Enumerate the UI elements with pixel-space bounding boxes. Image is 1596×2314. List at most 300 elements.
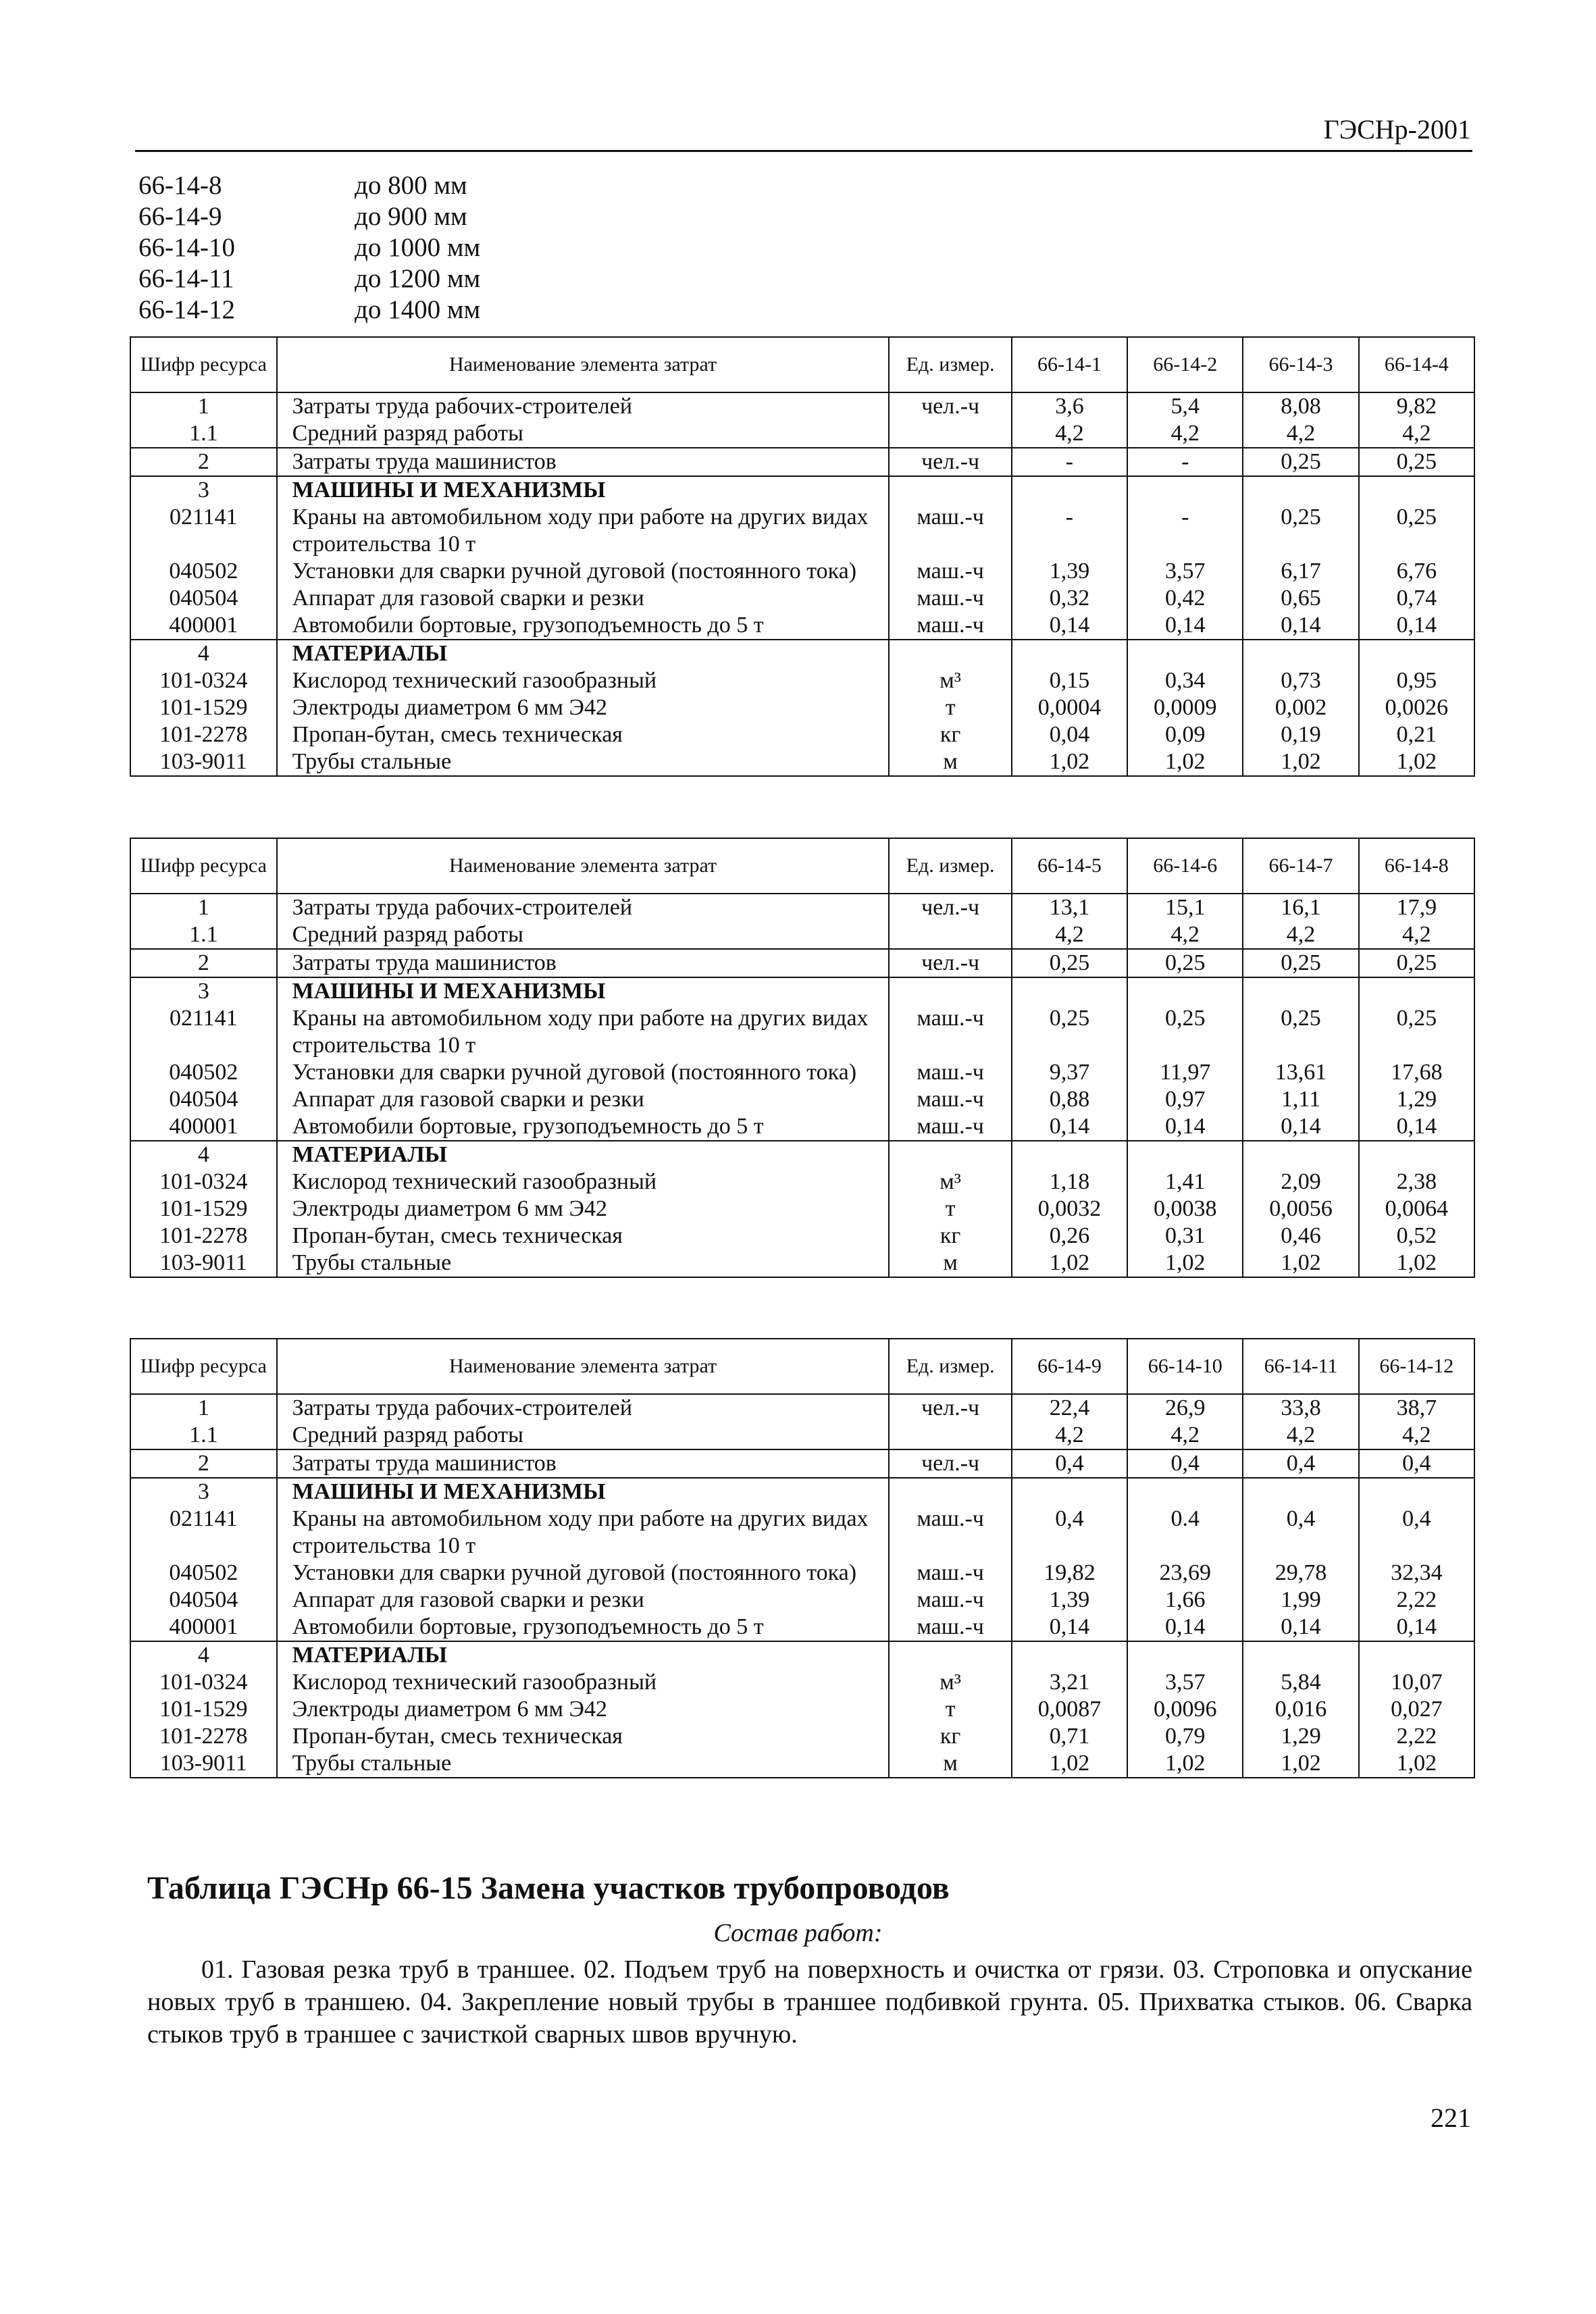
table-row xyxy=(130,1723,1474,1750)
unit-cell: маш.-ч xyxy=(889,1614,1011,1641)
code-list-item xyxy=(138,201,480,232)
value-cell: 4,2 xyxy=(1359,420,1474,448)
value-cell xyxy=(1012,1141,1127,1168)
value-cell xyxy=(1359,1141,1474,1168)
value-cell: 2,38 xyxy=(1359,1168,1474,1195)
resource-code-cell: 400001 xyxy=(130,1113,277,1141)
header-rule xyxy=(135,150,1472,152)
section-text: 01. Газовая резка труб в траншее. 02. Подъем труб на поверхность и очистка от грязи. 03. Строповка и опускание новых труб в траншею. 04. Закрепление новый трубы в траншее подбивкой грунта. 05. Прихватка стыков. 06. Сварка стыков труб в траншее с зачисткой сварных швов вручную. xyxy=(147,1955,1472,2049)
value-cell: 1,02 xyxy=(1243,1250,1358,1277)
resource-code-cell: 101-2278 xyxy=(130,721,277,748)
value-cell xyxy=(1012,1478,1127,1506)
table-row xyxy=(130,667,1474,694)
table-row xyxy=(130,721,1474,748)
value-cell: 0,25 xyxy=(1243,949,1358,977)
value-cell: 6,76 xyxy=(1359,558,1474,585)
value-cell: 0,46 xyxy=(1243,1223,1358,1250)
resource-code-cell: 101-0324 xyxy=(130,667,277,694)
table-row xyxy=(130,694,1474,721)
value-cell: 0,25 xyxy=(1127,1005,1243,1059)
value-cell: 2,22 xyxy=(1359,1723,1474,1750)
table-row xyxy=(130,1506,1474,1560)
value-cell: 0,0087 xyxy=(1012,1696,1127,1723)
resource-name-cell: Установки для сварки ручной дуговой (постоянного тока) xyxy=(277,558,890,585)
unit-cell: чел.-ч xyxy=(889,448,1011,476)
resource-name-cell: МАШИНЫ И МЕХАНИЗМЫ xyxy=(277,476,890,504)
table-row xyxy=(130,1641,1474,1669)
value-cell: 0,09 xyxy=(1127,721,1243,748)
resource-name-cell: Пропан-бутан, смесь техническая xyxy=(277,721,890,748)
header-column-cell: 66-14-3 xyxy=(1243,337,1358,392)
value-cell: 32,34 xyxy=(1359,1560,1474,1587)
resource-name-cell: Средний разряд работы xyxy=(277,921,890,949)
value-cell xyxy=(1012,640,1127,667)
resource-name-cell: Аппарат для газовой сварки и резки xyxy=(277,585,890,612)
table-row xyxy=(130,949,1474,977)
value-cell: 4,2 xyxy=(1012,921,1127,949)
unit-cell: м xyxy=(889,748,1011,776)
resource-name-cell: Краны на автомобильном ходу при работе на других видах строительства 10 т xyxy=(277,1005,890,1059)
unit-cell xyxy=(889,420,1011,448)
code-list-code: 66-14-12 xyxy=(138,295,235,324)
resource-code-cell: 1 xyxy=(130,392,277,420)
value-cell: 1,99 xyxy=(1243,1587,1358,1614)
value-cell: 0,4 xyxy=(1359,1449,1474,1478)
value-cell: 0,14 xyxy=(1243,1614,1358,1641)
value-cell: 13,1 xyxy=(1012,894,1127,921)
resource-name-cell: Электроды диаметром 6 мм Э42 xyxy=(277,1696,890,1723)
value-cell: 5,84 xyxy=(1243,1669,1358,1696)
table-row xyxy=(130,585,1474,612)
resource-name-cell: Краны на автомобильном ходу при работе на других видах строительства 10 т xyxy=(277,504,890,558)
value-cell xyxy=(1243,1141,1358,1168)
resource-name-cell: Автомобили бортовые, грузоподъемность до 5 т xyxy=(277,612,890,640)
table-row xyxy=(130,1696,1474,1723)
resource-name-cell: МАТЕРИАЛЫ xyxy=(277,1641,890,1669)
table-row xyxy=(130,1750,1474,1778)
unit-cell: чел.-ч xyxy=(889,392,1011,420)
unit-cell: чел.-ч xyxy=(889,949,1011,977)
value-cell: 29,78 xyxy=(1243,1560,1358,1587)
unit-cell xyxy=(889,921,1011,949)
code-list-item xyxy=(138,232,480,263)
resource-name-cell: Затраты труда рабочих-строителей xyxy=(277,1394,890,1422)
resource-code-cell: 040502 xyxy=(130,558,277,585)
value-cell: 38,7 xyxy=(1359,1394,1474,1422)
value-cell xyxy=(1243,1641,1358,1669)
unit-cell xyxy=(889,476,1011,504)
resource-name-cell: Трубы стальные xyxy=(277,1750,890,1778)
value-cell: 4,2 xyxy=(1012,420,1127,448)
value-cell: 0,4 xyxy=(1243,1506,1358,1560)
value-cell: 0,34 xyxy=(1127,667,1243,694)
unit-cell xyxy=(889,1641,1011,1669)
unit-cell: т xyxy=(889,1696,1011,1723)
value-cell: 0,95 xyxy=(1359,667,1474,694)
resource-code-cell: 1 xyxy=(130,1394,277,1422)
header-column-cell: 66-14-6 xyxy=(1127,838,1243,894)
header-name-cell: Наименование элемента затрат xyxy=(277,838,890,894)
resource-name-cell: Средний разряд работы xyxy=(277,1422,890,1449)
table-row xyxy=(130,558,1474,585)
resource-code-cell: 1.1 xyxy=(130,921,277,949)
value-cell: 0,14 xyxy=(1012,1614,1127,1641)
header-column-cell: 66-14-11 xyxy=(1243,1339,1358,1394)
resource-code-cell: 3 xyxy=(130,977,277,1005)
value-cell: 1,18 xyxy=(1012,1168,1127,1195)
code-list-size: до 1200 мм xyxy=(355,264,481,293)
value-cell: 0,4 xyxy=(1127,1449,1243,1478)
value-cell: 0,25 xyxy=(1359,949,1474,977)
value-cell: 3,57 xyxy=(1127,1669,1243,1696)
resource-name-cell: Кислород технический газообразный xyxy=(277,667,890,694)
value-cell xyxy=(1359,476,1474,504)
value-cell: 0,016 xyxy=(1243,1696,1358,1723)
resource-name-cell: Пропан-бутан, смесь техническая xyxy=(277,1223,890,1250)
header-unit-cell: Ед. измер. xyxy=(889,337,1011,392)
code-list-code: 66-14-9 xyxy=(138,202,222,231)
unit-cell: м³ xyxy=(889,1669,1011,1696)
value-cell: 0,26 xyxy=(1012,1223,1127,1250)
value-cell: 1,02 xyxy=(1359,1250,1474,1277)
resource-name-cell: Затраты труда рабочих-строителей xyxy=(277,392,890,420)
code-list-size: до 1000 мм xyxy=(355,233,481,262)
value-cell: 9,37 xyxy=(1012,1059,1127,1086)
value-cell: 0,74 xyxy=(1359,585,1474,612)
unit-cell xyxy=(889,1422,1011,1449)
resource-code-cell: 021141 xyxy=(130,1005,277,1059)
header-column-cell: 66-14-1 xyxy=(1012,337,1127,392)
value-cell xyxy=(1243,977,1358,1005)
value-cell: 5,4 xyxy=(1127,392,1243,420)
value-cell: 8,08 xyxy=(1243,392,1358,420)
header-unit-cell: Ед. измер. xyxy=(889,1339,1011,1394)
value-cell xyxy=(1012,476,1127,504)
value-cell: 0,97 xyxy=(1127,1086,1243,1113)
table-row xyxy=(130,1059,1474,1086)
resource-code-cell: 101-2278 xyxy=(130,1223,277,1250)
value-cell: 1,02 xyxy=(1243,1750,1358,1778)
value-cell: 4,2 xyxy=(1243,1422,1358,1449)
code-list-size: до 1400 мм xyxy=(355,295,481,324)
resource-name-cell: Электроды диаметром 6 мм Э42 xyxy=(277,1195,890,1223)
value-cell xyxy=(1359,640,1474,667)
unit-cell xyxy=(889,1141,1011,1168)
table-header-row xyxy=(130,1339,1474,1394)
table-row xyxy=(130,1669,1474,1696)
header-column-cell: 66-14-9 xyxy=(1012,1339,1127,1394)
value-cell: 0,14 xyxy=(1127,1113,1243,1141)
value-cell: 22,4 xyxy=(1012,1394,1127,1422)
table-row xyxy=(130,1113,1474,1141)
resource-code-cell: 040502 xyxy=(130,1560,277,1587)
resource-code-cell: 400001 xyxy=(130,1614,277,1641)
value-cell: 1,02 xyxy=(1359,748,1474,776)
table-row xyxy=(130,1086,1474,1113)
value-cell: 0,4 xyxy=(1012,1449,1127,1478)
code-list-code: 66-14-11 xyxy=(138,264,234,293)
value-cell: 0,42 xyxy=(1127,585,1243,612)
resource-code-cell: 021141 xyxy=(130,504,277,558)
value-cell: - xyxy=(1127,504,1243,558)
resource-name-cell: МАТЕРИАЛЫ xyxy=(277,640,890,667)
value-cell: 4,2 xyxy=(1359,1422,1474,1449)
unit-cell: маш.-ч xyxy=(889,1059,1011,1086)
value-cell: 0,25 xyxy=(1359,448,1474,476)
value-cell: 0,25 xyxy=(1243,1005,1358,1059)
code-list-item xyxy=(138,263,480,294)
value-cell: 0,25 xyxy=(1359,504,1474,558)
value-cell: 1,02 xyxy=(1127,1250,1243,1277)
table-row xyxy=(130,1422,1474,1449)
value-cell: 2,09 xyxy=(1243,1168,1358,1195)
value-cell xyxy=(1359,977,1474,1005)
resource-code-cell: 103-9011 xyxy=(130,1250,277,1277)
resource-name-cell: МАШИНЫ И МЕХАНИЗМЫ xyxy=(277,1478,890,1506)
resource-table-3 xyxy=(130,1338,1475,1778)
unit-cell xyxy=(889,977,1011,1005)
value-cell: 0,14 xyxy=(1243,1113,1358,1141)
value-cell: 1,66 xyxy=(1127,1587,1243,1614)
unit-cell: т xyxy=(889,1195,1011,1223)
resource-code-cell: 2 xyxy=(130,448,277,476)
resource-code-cell: 1.1 xyxy=(130,1422,277,1449)
value-cell: 4,2 xyxy=(1127,420,1243,448)
resource-code-cell: 040504 xyxy=(130,1086,277,1113)
value-cell: 4,2 xyxy=(1127,921,1243,949)
unit-cell: маш.-ч xyxy=(889,1560,1011,1587)
value-cell: 1,39 xyxy=(1012,1587,1127,1614)
resource-name-cell: Кислород технический газообразный xyxy=(277,1168,890,1195)
header-column-cell: 66-14-4 xyxy=(1359,337,1474,392)
table-row xyxy=(130,1478,1474,1506)
value-cell: 4,2 xyxy=(1243,420,1358,448)
unit-cell: м xyxy=(889,1750,1011,1778)
value-cell: 0,73 xyxy=(1243,667,1358,694)
document-code: ГЭСНр-2001 xyxy=(1323,114,1471,145)
value-cell: 0,002 xyxy=(1243,694,1358,721)
value-cell: 1,02 xyxy=(1012,1250,1127,1277)
unit-cell xyxy=(889,1478,1011,1506)
value-cell: 0,14 xyxy=(1012,1113,1127,1141)
value-cell: 0,0026 xyxy=(1359,694,1474,721)
resource-code-cell: 101-0324 xyxy=(130,1669,277,1696)
resource-name-cell: Автомобили бортовые, грузоподъемность до 5 т xyxy=(277,1113,890,1141)
value-cell xyxy=(1127,1478,1243,1506)
resource-code-cell: 4 xyxy=(130,640,277,667)
value-cell: 4,2 xyxy=(1127,1422,1243,1449)
unit-cell: маш.-ч xyxy=(889,558,1011,585)
value-cell xyxy=(1012,1641,1127,1669)
resource-code-cell: 3 xyxy=(130,1478,277,1506)
resource-name-cell: Автомобили бортовые, грузоподъемность до 5 т xyxy=(277,1614,890,1641)
table-header-row xyxy=(130,838,1474,894)
value-cell: 0,25 xyxy=(1243,504,1358,558)
value-cell: 1,41 xyxy=(1127,1168,1243,1195)
value-cell: 6,17 xyxy=(1243,558,1358,585)
value-cell: 1,02 xyxy=(1359,1750,1474,1778)
resource-name-cell: Затраты труда машинистов xyxy=(277,1449,890,1478)
value-cell: 19,82 xyxy=(1012,1560,1127,1587)
code-list-code: 66-14-8 xyxy=(138,171,222,200)
value-cell: 0,25 xyxy=(1012,949,1127,977)
resource-name-cell: Аппарат для газовой сварки и резки xyxy=(277,1086,890,1113)
header-column-cell: 66-14-8 xyxy=(1359,838,1474,894)
unit-cell: маш.-ч xyxy=(889,585,1011,612)
code-list-size: до 900 мм xyxy=(355,202,467,231)
value-cell: 1,02 xyxy=(1243,748,1358,776)
resource-code-cell: 101-1529 xyxy=(130,1195,277,1223)
value-cell: 1,02 xyxy=(1012,748,1127,776)
table-row xyxy=(130,1168,1474,1195)
value-cell: 0,027 xyxy=(1359,1696,1474,1723)
code-list-item xyxy=(138,170,480,201)
resource-name-cell: Аппарат для газовой сварки и резки xyxy=(277,1587,890,1614)
table-row xyxy=(130,1560,1474,1587)
value-cell: 0,0056 xyxy=(1243,1195,1358,1223)
header-name-cell: Наименование элемента затрат xyxy=(277,1339,890,1394)
table-row xyxy=(130,977,1474,1005)
table-row xyxy=(130,894,1474,921)
unit-cell: кг xyxy=(889,721,1011,748)
value-cell: - xyxy=(1012,448,1127,476)
value-cell: 23,69 xyxy=(1127,1560,1243,1587)
value-cell xyxy=(1243,476,1358,504)
value-cell: 1,02 xyxy=(1012,1750,1127,1778)
resource-code-cell: 2 xyxy=(130,949,277,977)
resource-code-cell: 2 xyxy=(130,1449,277,1478)
value-cell: 0,25 xyxy=(1127,949,1243,977)
value-cell: 11,97 xyxy=(1127,1059,1243,1086)
value-cell: 2,22 xyxy=(1359,1587,1474,1614)
resource-name-cell: МАШИНЫ И МЕХАНИЗМЫ xyxy=(277,977,890,1005)
value-cell: 0,04 xyxy=(1012,721,1127,748)
table-row xyxy=(130,1005,1474,1059)
value-cell: 0,14 xyxy=(1243,612,1358,640)
value-cell: 3,21 xyxy=(1012,1669,1127,1696)
unit-cell: м³ xyxy=(889,1168,1011,1195)
resource-code-cell: 101-1529 xyxy=(130,694,277,721)
unit-cell: маш.-ч xyxy=(889,1587,1011,1614)
unit-cell: маш.-ч xyxy=(889,1005,1011,1059)
value-cell: 26,9 xyxy=(1127,1394,1243,1422)
value-cell: 1,29 xyxy=(1359,1086,1474,1113)
unit-cell: т xyxy=(889,694,1011,721)
resource-name-cell: Затраты труда машинистов xyxy=(277,949,890,977)
resource-code-cell: 101-0324 xyxy=(130,1168,277,1195)
value-cell: 4,2 xyxy=(1243,921,1358,949)
value-cell: 0,14 xyxy=(1012,612,1127,640)
unit-cell: чел.-ч xyxy=(889,1394,1011,1422)
value-cell: 33,8 xyxy=(1243,1394,1358,1422)
unit-cell xyxy=(889,640,1011,667)
value-cell: 0,25 xyxy=(1243,448,1358,476)
value-cell xyxy=(1127,977,1243,1005)
header-column-cell: 66-14-7 xyxy=(1243,838,1358,894)
header-code-cell: Шифр ресурса xyxy=(130,1339,277,1394)
table-row xyxy=(130,1250,1474,1277)
value-cell: 0,4 xyxy=(1243,1449,1358,1478)
resource-code-cell: 021141 xyxy=(130,1506,277,1560)
value-cell: 16,1 xyxy=(1243,894,1358,921)
table-row xyxy=(130,640,1474,667)
value-cell xyxy=(1127,476,1243,504)
value-cell xyxy=(1359,1641,1474,1669)
resource-code-cell: 3 xyxy=(130,476,277,504)
value-cell: 0,52 xyxy=(1359,1223,1474,1250)
unit-cell: чел.-ч xyxy=(889,1449,1011,1478)
resource-table-1 xyxy=(130,336,1475,777)
header-code-cell: Шифр ресурса xyxy=(130,337,277,392)
table-row xyxy=(130,1195,1474,1223)
resource-code-cell: 1 xyxy=(130,894,277,921)
table-row xyxy=(130,612,1474,640)
resource-code-cell: 101-1529 xyxy=(130,1696,277,1723)
value-cell: 1,11 xyxy=(1243,1086,1358,1113)
table-row xyxy=(130,921,1474,949)
table-row xyxy=(130,1614,1474,1641)
code-list-code: 66-14-10 xyxy=(138,233,235,262)
resource-name-cell: Электроды диаметром 6 мм Э42 xyxy=(277,694,890,721)
value-cell xyxy=(1359,1478,1474,1506)
table-row xyxy=(130,1223,1474,1250)
resource-code-cell: 1.1 xyxy=(130,420,277,448)
value-cell: 0,14 xyxy=(1359,612,1474,640)
header-code-cell: Шифр ресурса xyxy=(130,838,277,894)
value-cell: 0,65 xyxy=(1243,585,1358,612)
unit-cell: чел.-ч xyxy=(889,894,1011,921)
resource-name-cell: Краны на автомобильном ходу при работе на других видах строительства 10 т xyxy=(277,1506,890,1560)
unit-cell: маш.-ч xyxy=(889,1086,1011,1113)
value-cell: 0,0038 xyxy=(1127,1195,1243,1223)
table-row xyxy=(130,1587,1474,1614)
section-subtitle: Состав работ: xyxy=(713,1919,883,1947)
header-name-cell: Наименование элемента затрат xyxy=(277,337,890,392)
header-column-cell: 66-14-5 xyxy=(1012,838,1127,894)
resource-code-cell: 040502 xyxy=(130,1059,277,1086)
value-cell: 1,29 xyxy=(1243,1723,1358,1750)
value-cell: 0,4 xyxy=(1359,1506,1474,1560)
value-cell: 3,57 xyxy=(1127,558,1243,585)
table-row xyxy=(130,448,1474,476)
value-cell: 0,14 xyxy=(1359,1614,1474,1641)
value-cell: 4,2 xyxy=(1012,1422,1127,1449)
value-cell: 0,88 xyxy=(1012,1086,1127,1113)
code-list-size: до 800 мм xyxy=(355,171,467,200)
value-cell xyxy=(1243,640,1358,667)
unit-cell: маш.-ч xyxy=(889,612,1011,640)
value-cell: 1,02 xyxy=(1127,748,1243,776)
table-row xyxy=(130,748,1474,776)
table-header-row xyxy=(130,337,1474,392)
resource-name-cell: МАТЕРИАЛЫ xyxy=(277,1141,890,1168)
resource-name-cell: Установки для сварки ручной дуговой (постоянного тока) xyxy=(277,1059,890,1086)
resource-table-2 xyxy=(130,838,1475,1278)
unit-cell: маш.-ч xyxy=(889,504,1011,558)
header-column-cell: 66-14-2 xyxy=(1127,337,1243,392)
value-cell: 13,61 xyxy=(1243,1059,1358,1086)
value-cell: 0,25 xyxy=(1359,1005,1474,1059)
value-cell: 10,07 xyxy=(1359,1669,1474,1696)
value-cell xyxy=(1012,977,1127,1005)
resource-name-cell: Трубы стальные xyxy=(277,1250,890,1277)
resource-code-cell: 040504 xyxy=(130,585,277,612)
value-cell: 0,15 xyxy=(1012,667,1127,694)
value-cell xyxy=(1243,1478,1358,1506)
section-title: Таблица ГЭСНр 66-15 Замена участков трубопроводов xyxy=(147,1870,950,1906)
value-cell: 1,02 xyxy=(1127,1750,1243,1778)
resource-code-cell: 4 xyxy=(130,1641,277,1669)
